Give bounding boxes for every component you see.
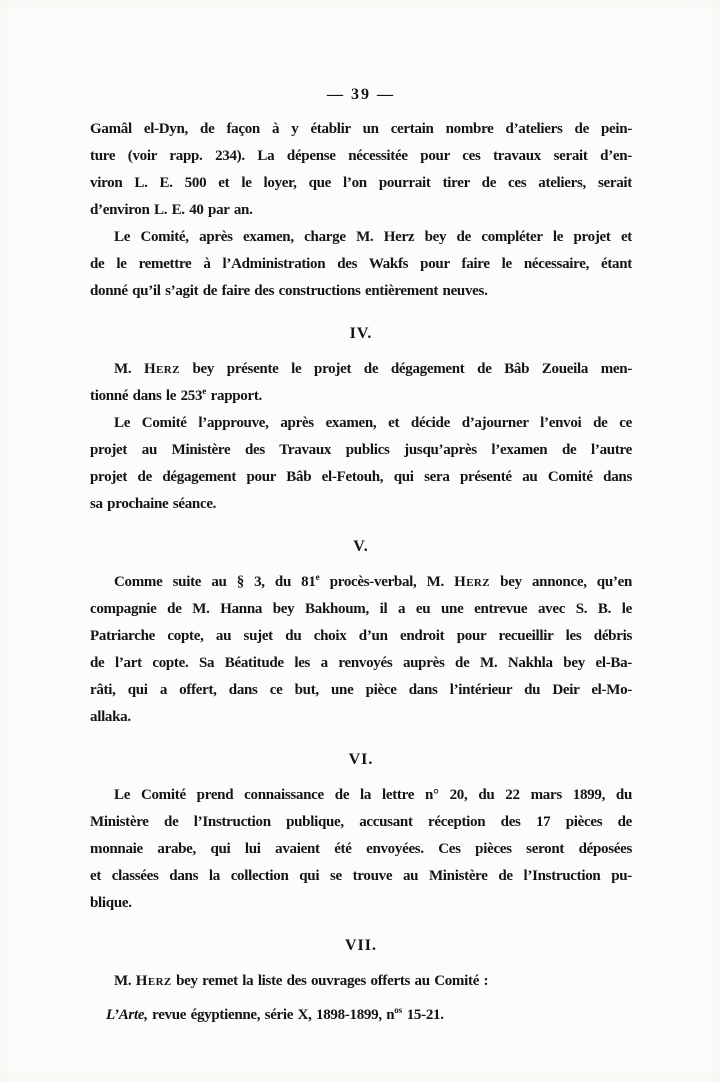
- text-line: allaka.: [90, 709, 131, 725]
- text-line: L’Arte, revue égyptienne, série X, 1898-1899, $n^{os}$ 15-21.: [106, 1005, 444, 1023]
- text-block: [90, 116, 632, 1029]
- text-line: blique.: [90, 895, 132, 911]
- text-line: ture (voir rapp. 234). La dépense nécessitée pour ces travaux serait d’en-: [90, 148, 632, 164]
- text-line: projet au Ministère des Travaux publics jusqu’après l’examen de l’autre: [90, 442, 632, 458]
- paragraph-comite-approuve: [90, 410, 632, 518]
- text-line: Le Comité prend connaissance de la lettre n° 20, du 22 mars 1899, du: [114, 787, 632, 803]
- text-line: M. Herz bey remet la liste des ouvrages offerts au Comité :: [114, 973, 489, 989]
- section-heading-vi: VI.: [348, 751, 374, 768]
- text-line: sa prochaine séance.: [90, 496, 217, 512]
- text-line: Gamâl el-Dyn, de façon à y établir un certain nombre d’ateliers de pein-: [90, 121, 632, 137]
- text-line: compagnie de M. Hanna bey Bakhoum, il a eu une entrevue avec S. B. le: [90, 601, 632, 617]
- paragraph-liste-ouvrages: [90, 968, 632, 995]
- paragraph-patriarche-copte: [90, 569, 632, 731]
- text-line: Le Comité l’approuve, après examen, et décide d’ajourner l’envoi de ce: [114, 415, 632, 431]
- text-line: Patriarche copte, au sujet du choix d’un endroit pour recueillir les débris: [90, 628, 632, 644]
- text-line: de le remettre à l’Administration des Wakfs pour faire le nécessaire, étant: [90, 256, 632, 272]
- section-heading-v: V.: [353, 538, 369, 555]
- text-line: tionné dans le 253e rapport.: [90, 386, 262, 404]
- text-line: de l’art copte. Sa Béatitude les a renvoyés auprès de M. Nakhla bey el-Ba-: [90, 655, 632, 671]
- page-number: — 39 —: [327, 86, 395, 103]
- text-line: viron L. E. 500 et le loyer, que l’on pourrait tirer de ces ateliers, serait: [90, 175, 632, 191]
- section-heading-vii: VII.: [344, 937, 377, 954]
- text-line: M. Herz bey présente le projet de dégagement de Bâb Zoueila men-: [114, 361, 632, 377]
- text-line: d’environ L. E. 40 par an.: [90, 202, 253, 218]
- paragraph-bab-zoueila: [90, 356, 632, 410]
- text-line: et classées dans la collection qui se trouve au Ministère de l’Instruction pu-: [90, 868, 632, 884]
- paragraph-comite-charge: [90, 224, 632, 305]
- text-line: Le Comité, après examen, charge M. Herz bey de compléter le projet et: [114, 229, 632, 245]
- text-line: râti, qui a offert, dans ce but, une pièce dans l’intérieur du Deir el-Mo-: [90, 682, 632, 698]
- paragraph-lettre-monnaies: [90, 782, 632, 917]
- text-line: Comme suite au § 3, du 81e procès-verbal, M. Herz bey annonce, qu’en: [114, 572, 632, 590]
- text-line: monnaie arabe, qui lui avaient été envoyées. Ces pièces seront déposées: [90, 841, 632, 857]
- paragraph-ateliers: [90, 116, 632, 224]
- section-heading-iv: IV.: [349, 325, 373, 342]
- text-line: Ministère de l’Instruction publique, accusant réception des 17 pièces de: [90, 814, 632, 830]
- paragraph-larte: [90, 1002, 632, 1029]
- text-line: donné qu’il s’agit de faire des constructions entièrement neuves.: [90, 283, 488, 299]
- text-line: projet de dégagement pour Bâb el-Fetouh, qui sera présenté au Comité dans: [90, 469, 632, 485]
